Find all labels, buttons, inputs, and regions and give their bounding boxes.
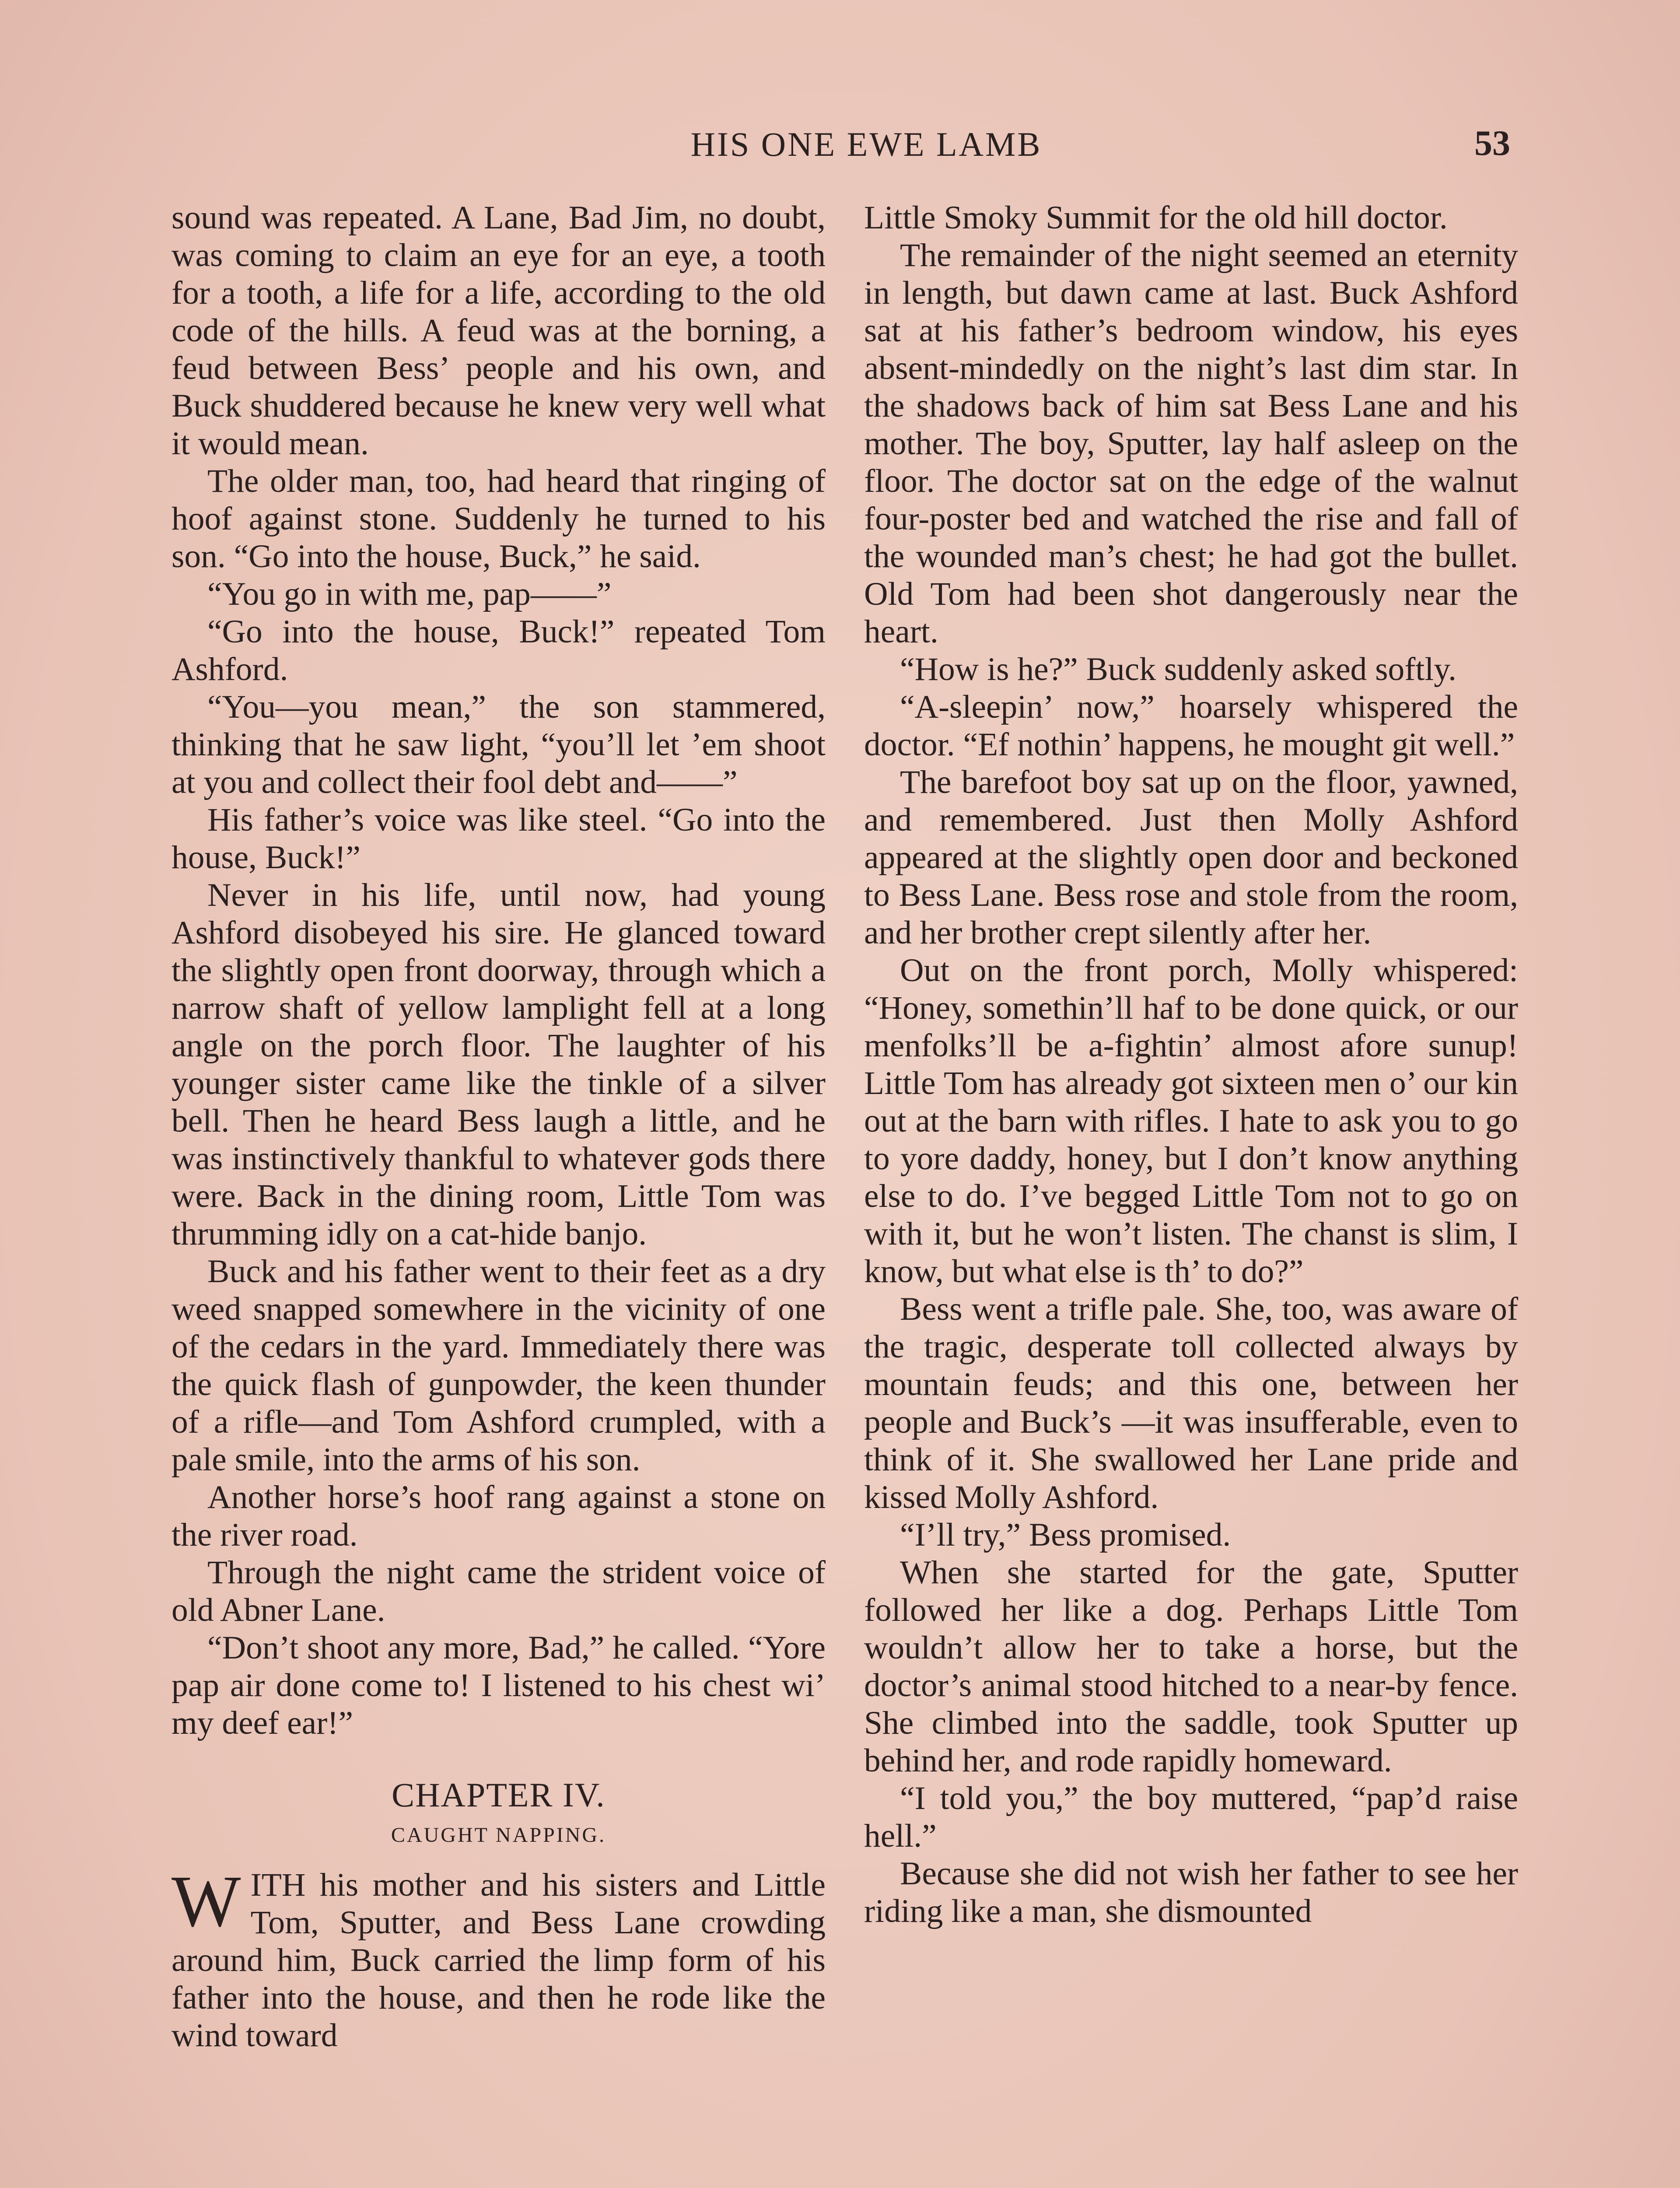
paragraph: Out on the front porch, Molly whispered: “Honey, somethin’ll haf to be done quick, or our menfolks’ll be a-fightin’ almost afore sunup! Little Tom has already got sixteen men o’ our kin out at the barn with rifles. I hate to ask you to go to yore daddy, honey, but I don’t know anything else to do. I’ve begged Little Tom not to go on with it, but he won’t listen. The chanst is slim, I know, but what else is th’ to do?” xyxy=(864,952,1518,1290)
right-column xyxy=(864,199,1518,1930)
paragraph: The barefoot boy sat up on the floor, yawned, and remembered. Just then Molly Ashford appeared at the slightly open door and beckoned to Bess Lane. Bess rose and stole from the room, and her brother crept silently after her. xyxy=(864,764,1518,951)
paragraph: “A-sleepin’ now,” hoarsely whispered the doctor. “Ef nothin’ happens, he mought git well.” xyxy=(864,689,1518,763)
chapter-opening-text: ITH his mother and his sisters and Little Tom, Sputter, and Bess Lane crowding around him, Buck carried the limp form of his father into the house, and then he rode like the wind toward xyxy=(172,1867,826,2054)
paragraph: Through the night came the strident voice of old Abner Lane. xyxy=(172,1554,826,1628)
running-head: HIS ONE EWE LAMB xyxy=(690,125,1042,163)
paragraph: His father’s voice was like steel. “Go into the house, Buck!” xyxy=(172,802,826,876)
paragraph: Because she did not wish her father to see her riding like a man, she dismounted xyxy=(864,1855,1518,1929)
left-column xyxy=(172,199,826,2055)
paragraph: “Go into the house, Buck!” repeated Tom Ashford. xyxy=(172,614,826,687)
page-number: 53 xyxy=(1474,123,1510,163)
paragraph: sound was repeated. A Lane, Bad Jim, no doubt, was coming to claim an eye for an eye, a tooth for a tooth, a life for a life, according to the old code of the hills. A feud was at the borning, a feud between Bess’ people and his own, and Buck shuddered because he knew very well what it would mean. xyxy=(172,200,826,462)
chapter-subtitle: CAUGHT NAPPING. xyxy=(391,1823,606,1847)
paragraph: Never in his life, until now, had young Ashford disobeyed his sire. He glanced toward the slightly open front doorway, through which a narrow shaft of yellow lamplight fell at a long angle on the porch floor. The laughter of his younger sister came like the tinkle of a silver bell. Then he heard Bess laugh a little, and he was instinctively thankful to whatever gods there were. Back in the dining room, Little Tom was thrumming idly on a cat-hide banjo. xyxy=(172,877,826,1252)
paragraph: Bess went a trifle pale. She, too, was aware of the tragic, desperate toll collected always by mountain feuds; and this one, between her people and Buck’s —it was insufferable, even to think of it. She swallowed her Lane pride and kissed Molly Ashford. xyxy=(864,1291,1518,1515)
paragraph: “How is he?” Buck suddenly asked softly. xyxy=(900,651,1457,687)
chapter-opening-paragraph xyxy=(172,1861,826,2055)
paragraph: Buck and his father went to their feet as a dry weed snapped somewhere in the vicinity of one of the cedars in the yard. Immediately there was the quick flash of gunpowder, the keen thunder of a rifle—and Tom Ashford crumpled, with a pale smile, into the arms of his son. xyxy=(172,1253,826,1478)
paragraph: When she started for the gate, Sputter followed her like a dog. Perhaps Little Tom wouldn’t allow her to take a horse, but the doctor’s animal stood hitched to a near-by fence. She climbed into the saddle, took Sputter up behind her, and rode rapidly homeward. xyxy=(864,1554,1518,1779)
paragraph: “You go in with me, pap——” xyxy=(207,576,612,612)
paragraph: “I told you,” the boy muttered, “pap’d raise hell.” xyxy=(864,1780,1518,1854)
paragraph: Another horse’s hoof rang against a stone on the river road. xyxy=(172,1479,826,1553)
paragraph: Little Smoky Summit for the old hill doctor. xyxy=(864,200,1448,236)
paragraph: “Don’t shoot any more, Bad,” he called. “Yore pap air done come to! I listened to his chest wi’ my deef ear!” xyxy=(172,1630,826,1741)
paragraph: “I’ll try,” Bess promised. xyxy=(900,1517,1231,1553)
drop-cap: W xyxy=(172,1861,241,1942)
paragraph: “You—you mean,” the son stammered, thinking that he saw light, “you’ll let ’em shoot at you and collect their fool debt and——” xyxy=(172,689,826,800)
chapter-heading: CHAPTER IV. xyxy=(392,1776,606,1814)
paragraph: The remainder of the night seemed an eternity in length, but dawn came at last. Buck Ashford sat at his father’s bedroom window, his eyes absent-mindedly on the night’s last dim star. In the shadows back of him sat Bess Lane and his mother. The boy, Sputter, lay half asleep on the floor. The doctor sat on the edge of the walnut four-poster bed and watched the rise and fall of the wounded man’s chest; he had got the bullet. Old Tom had been shot dangerously near the heart. xyxy=(864,237,1518,650)
paragraph: The older man, too, had heard that ringing of hoof against stone. Suddenly he turned to his son. “Go into the house, Buck,” he said. xyxy=(172,463,826,575)
